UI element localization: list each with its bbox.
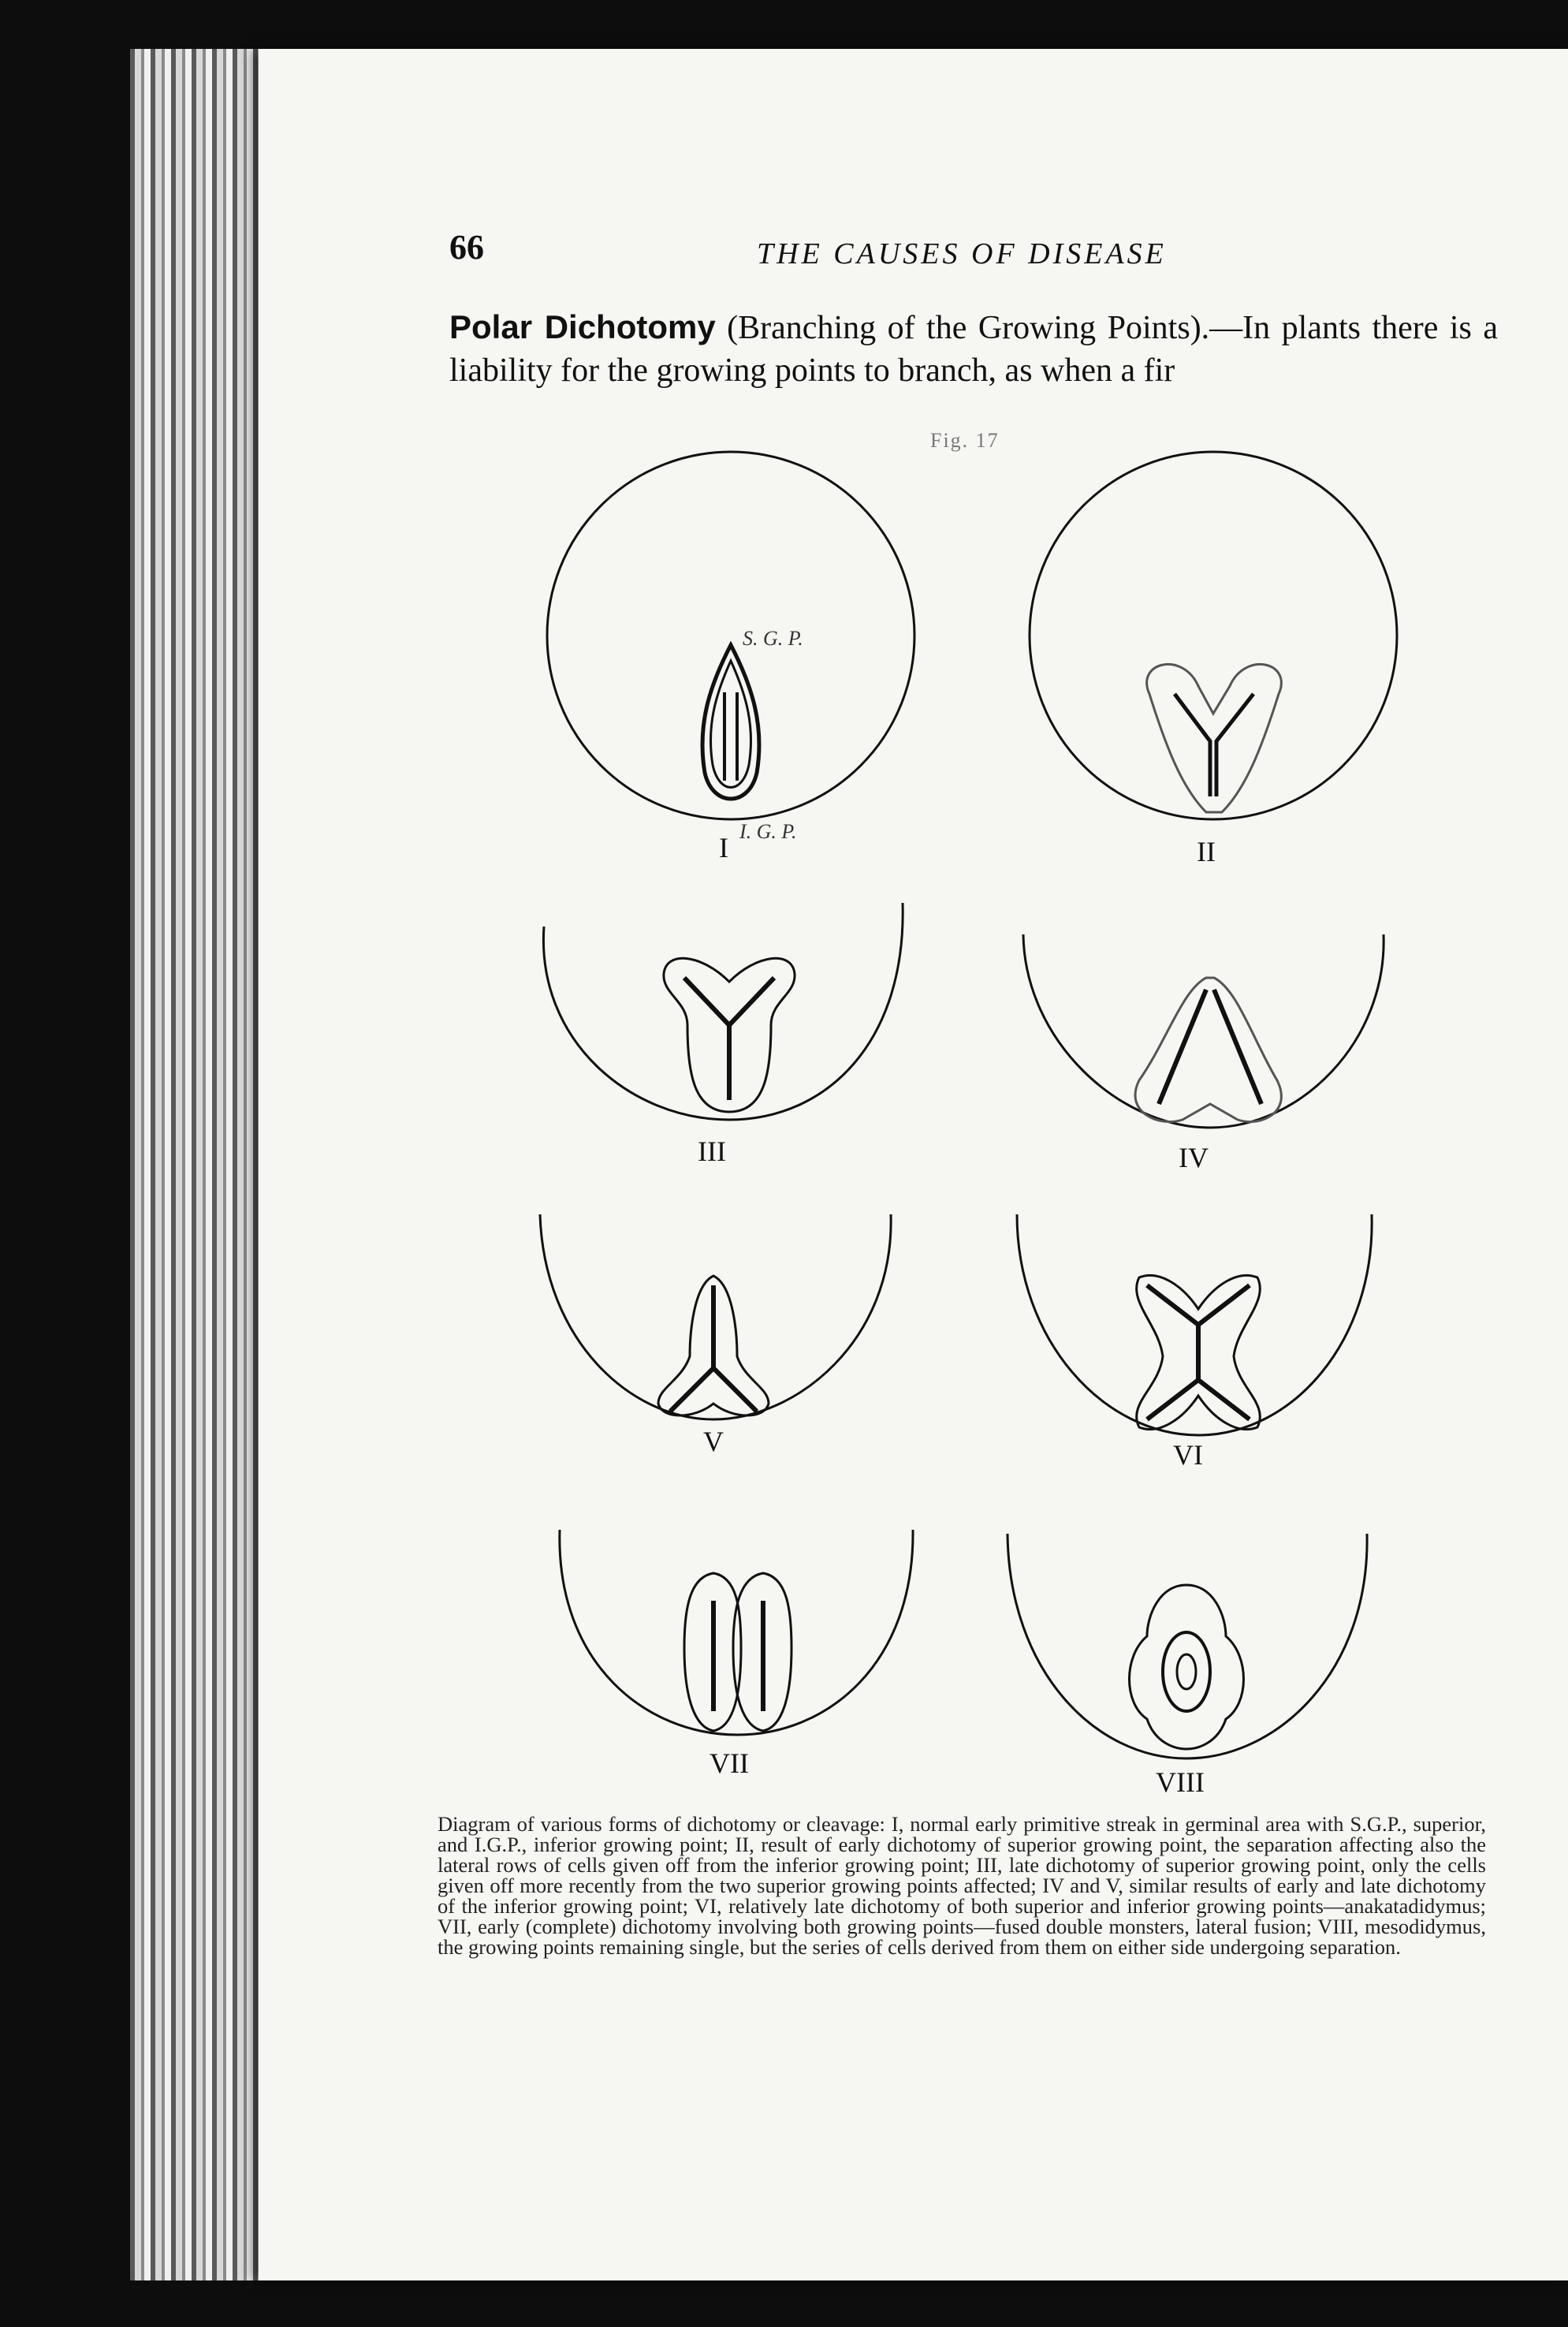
panel-4-diagram — [1023, 934, 1384, 1128]
panel-label-6: VI — [1173, 1439, 1203, 1471]
panel-label-1: I — [719, 832, 728, 863]
panel-label-4: IV — [1179, 1142, 1209, 1173]
inferior-growing-point-label: I. G. P. — [739, 820, 797, 843]
panel-7-diagram — [560, 1530, 913, 1735]
panel-2-diagram — [1030, 452, 1397, 819]
page-number: 66 — [449, 228, 484, 267]
superior-growing-point-label: S. G. P. — [743, 627, 803, 650]
panel-8-diagram — [1007, 1534, 1367, 1758]
panel-3-diagram — [543, 903, 903, 1120]
intro-text: (Branching of the Growing Points).—In plants there is a liability for the growing points to branch, as when a fir — [449, 310, 1498, 389]
panel-label-3: III — [698, 1136, 726, 1167]
panel-6-diagram — [1017, 1214, 1372, 1435]
running-head: THE CAUSES OF DISEASE — [757, 237, 1167, 270]
panel-label-2: II — [1197, 836, 1216, 867]
section-heading: Polar Dichotomy — [449, 308, 716, 345]
figure-caption: Diagram of various forms of dichotomy or cleavage: I, normal early primitive streak in germinal area with S.G.P., superior, and I.G.P., inferior growing point; II, result of early dichotomy of superior growing point, the separation affecting also the lateral rows of cells given off from the inferior growing point; III, late dichotomy of superior growing point, only the cells given off more recently from the two superior growing points affected; IV and V, similar results of early and late dichotomy of the inferior growing point; VI, relatively late dichotomy of both superior and inferior growing points—anakatadidymus; VII, early (complete) dichotomy involving both growing points—fused double monsters, lateral fusion; VIII, mesodidymus, the growing points remaining single, but the series of cells derived from them on either side undergoing separation. — [438, 1812, 1486, 1959]
panel-label-7: VII — [710, 1747, 749, 1779]
panel-1-diagram — [547, 452, 914, 819]
figure-label: Fig. 17 — [930, 429, 1000, 452]
panel-label-8: VIII — [1156, 1766, 1205, 1798]
panel-5-diagram — [540, 1214, 891, 1419]
panel-label-5: V — [703, 1426, 724, 1457]
